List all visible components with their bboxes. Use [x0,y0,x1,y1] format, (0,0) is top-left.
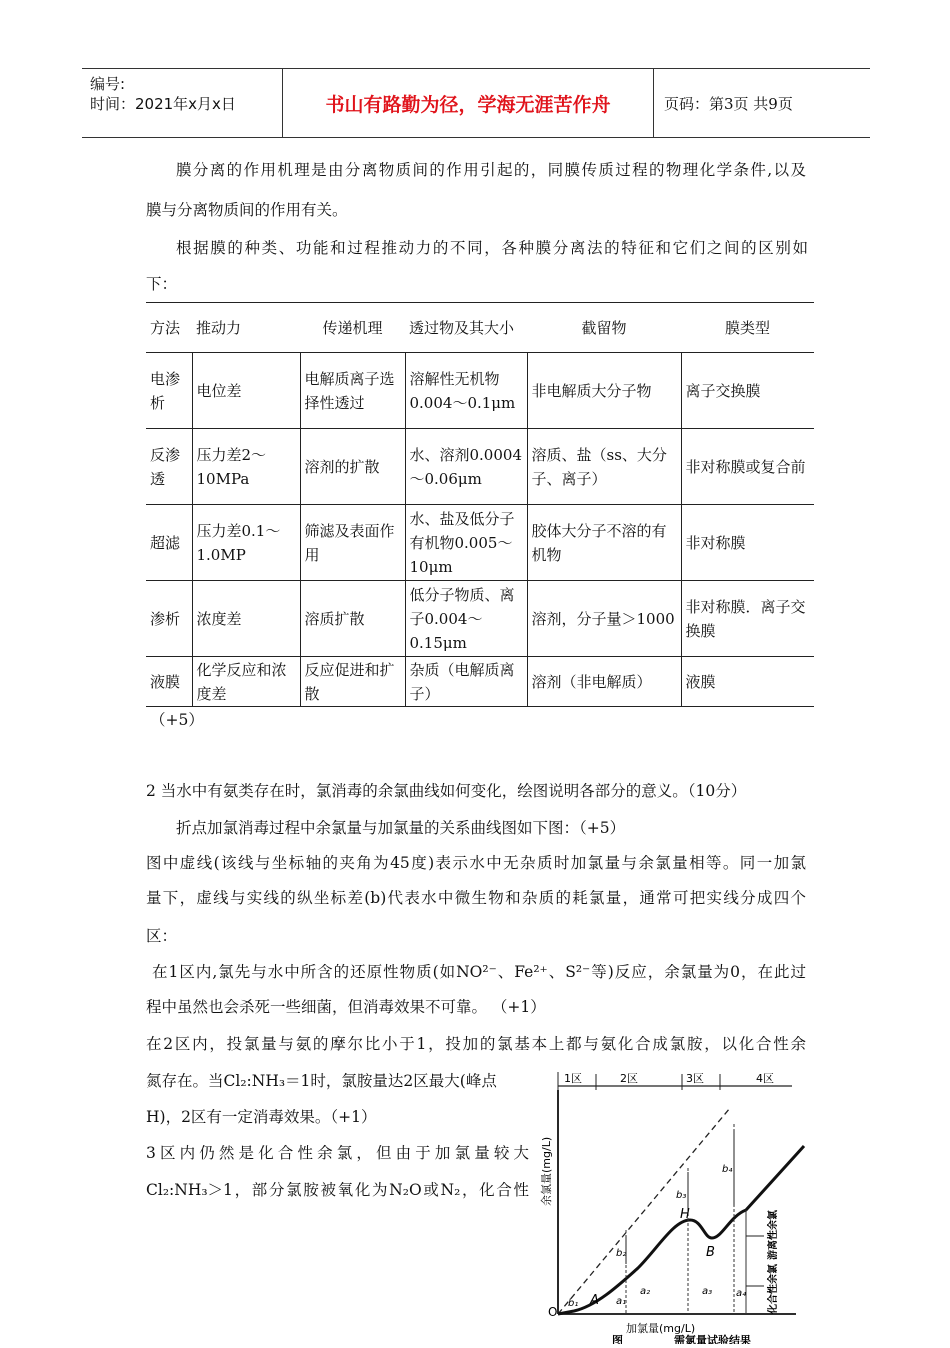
table-cell: 溶质、盐（ss、大分子、离子） [527,429,681,505]
answer-line: 图中虚线(该线与坐标轴的夹角为45度)表示水中无杂质时加氯量与余氯量相等。同一加氯 [146,854,806,872]
figure-caption: 图 [612,1334,623,1344]
table-row [146,353,814,429]
table-header: 方法 [146,303,192,353]
table-cell: 胶体大分子不溶的有机物 [527,505,681,581]
paragraph-1a: 膜分离的作用机理是由分离物质间的作用引起的，同膜传质过程的物理化学条件,以及 [176,161,806,179]
a-label: a₄ [736,1288,747,1299]
a-label: a₃ [702,1286,713,1297]
point-label: H [680,1207,690,1222]
table-cell: 浓度差 [192,581,300,657]
point-label: O [548,1305,558,1319]
table-cell: 溶剂，分子量＞1000 [527,581,681,657]
answer-line: Cl₂:NH₃＞1，部分氯胺被氧化为N₂O或N₂，化合性 [146,1181,529,1199]
answer-line: 3区内仍然是化合性余氯，但由于加氯量较大 [146,1144,529,1162]
table-cell: 非对称膜或复合前 [681,429,814,505]
x-axis-label: 加氯量(mg/L) [626,1322,696,1335]
zone-label: 1区 [564,1072,582,1085]
table-cell: 压力差2～10MPa [192,429,300,505]
table-header: 传递机理 [300,303,405,353]
a-label: a₂ [640,1286,651,1297]
table-row [146,581,814,657]
page-header [82,68,870,138]
table-header-row [146,303,814,353]
paragraph-2b: 下： [146,275,178,293]
header-meta [82,69,283,137]
table-row [146,657,814,707]
y-axis-label: 余氯量(mg/L) [540,1136,553,1206]
table-header: 截留物 [527,303,681,353]
b-label: b₂ [616,1248,627,1259]
time-label: 时间：2021年x月x日 [90,95,236,113]
answer-line: 量下，虚线与实线的纵坐标差(b)代表水中微生物和杂质的耗氯量，通常可把实线分成四个 [146,889,806,907]
table-cell: 非对称膜．离子交换膜 [681,581,814,657]
table-cell: 渗析 [146,581,192,657]
table-cell: 超滤 [146,505,192,581]
table-cell: 溶解性无机物0.004～0.1μm [405,353,527,429]
table-cell: 水、盐及低分子有机物0.005～10μm [405,505,527,581]
table-cell: 水、溶剂0.0004～0.06μm [405,429,527,505]
figure-caption: 需氯量试验结果 [674,1334,751,1344]
point-label: A [590,1293,599,1308]
answer-line: 氮存在。当Cl₂:NH₃＝1时，氯胺量达2区最大(峰点 [146,1072,497,1090]
answer-line: 在2区内，投氯量与氨的摩尔比小于1，投加的氯基本上都与氨化合成氯胺，以化合性余 [146,1035,806,1053]
side-label: 游离性余氯 [768,1210,779,1260]
table-row [146,429,814,505]
score-note: （+5） [150,711,204,729]
zone-label: 3区 [686,1072,704,1085]
paragraph-2a: 根据膜的种类、功能和过程推动力的不同，各种膜分离法的特征和它们之间的区别如 [176,239,808,257]
table-cell: 低分子物质、离子0.004～0.15μm [405,581,527,657]
table-cell: 杂质（电解质离子） [405,657,527,707]
table-cell: 离子交换膜 [681,353,814,429]
answer-line: H)，2区有一定消毒效果。（+1） [146,1108,377,1126]
table-cell: 非电解质大分子物 [527,353,681,429]
membrane-table [146,302,814,707]
page-info: 页码：第3页 共9页 [664,94,793,113]
table-cell: 压力差0.1～1.0MP [192,505,300,581]
motto: 书山有路勤为径，学海无涯苦作舟 [283,69,654,137]
a-label: a₁ [616,1296,627,1307]
table-cell: 电位差 [192,353,300,429]
breakpoint-chlorination-figure [534,1060,830,1344]
question-2: 2 当水中有氨类存在时，氯消毒的余氯曲线如何变化，绘图说明各部分的意义。（10分） [146,782,747,800]
zone-label: 4区 [756,1072,774,1085]
paragraph-1b: 膜与分离物质间的作用有关。 [146,201,348,219]
table-header: 膜类型 [681,303,814,353]
answer-line: 折点加氯消毒过程中余氯量与加氯量的关系曲线图如下图：（+5） [176,819,626,837]
zone-label: 2区 [620,1072,638,1085]
table-header: 透过物及其大小 [405,303,527,353]
table-cell: 筛滤及表面作用 [300,505,405,581]
table-cell: 反渗透 [146,429,192,505]
answer-line: 区： [146,927,178,945]
table-cell: 化学反应和浓度差 [192,657,300,707]
b-label: b₃ [676,1190,687,1201]
table-header: 推动力 [192,303,300,353]
table-cell: 液膜 [681,657,814,707]
table-cell: 溶剂的扩散 [300,429,405,505]
point-label: B [706,1245,715,1260]
answer-line: 在1区内,氯先与水中所含的还原性物质(如NO²⁻、Fe²⁺、S²⁻等)反应，余氯量为0，在此过 [152,963,806,981]
table-cell: 溶剂（非电解质） [527,657,681,707]
b-label: b₁ [568,1298,579,1309]
table-cell: 电解质离子选择性透过 [300,353,405,429]
side-label: 化合性余氯 [768,1264,779,1314]
number-label: 编号: [90,75,126,93]
figure-svg [534,1060,830,1344]
table-cell: 非对称膜 [681,505,814,581]
table-cell: 溶质扩散 [300,581,405,657]
table-cell: 液膜 [146,657,192,707]
dashed-reference-line [558,1108,733,1314]
table-cell: 反应促进和扩散 [300,657,405,707]
b-label: b₄ [722,1164,733,1175]
answer-line: 程中虽然也会杀死一些细菌，但消毒效果不可靠。 （+1） [146,998,546,1016]
table-row [146,505,814,581]
table-cell: 电渗析 [146,353,192,429]
